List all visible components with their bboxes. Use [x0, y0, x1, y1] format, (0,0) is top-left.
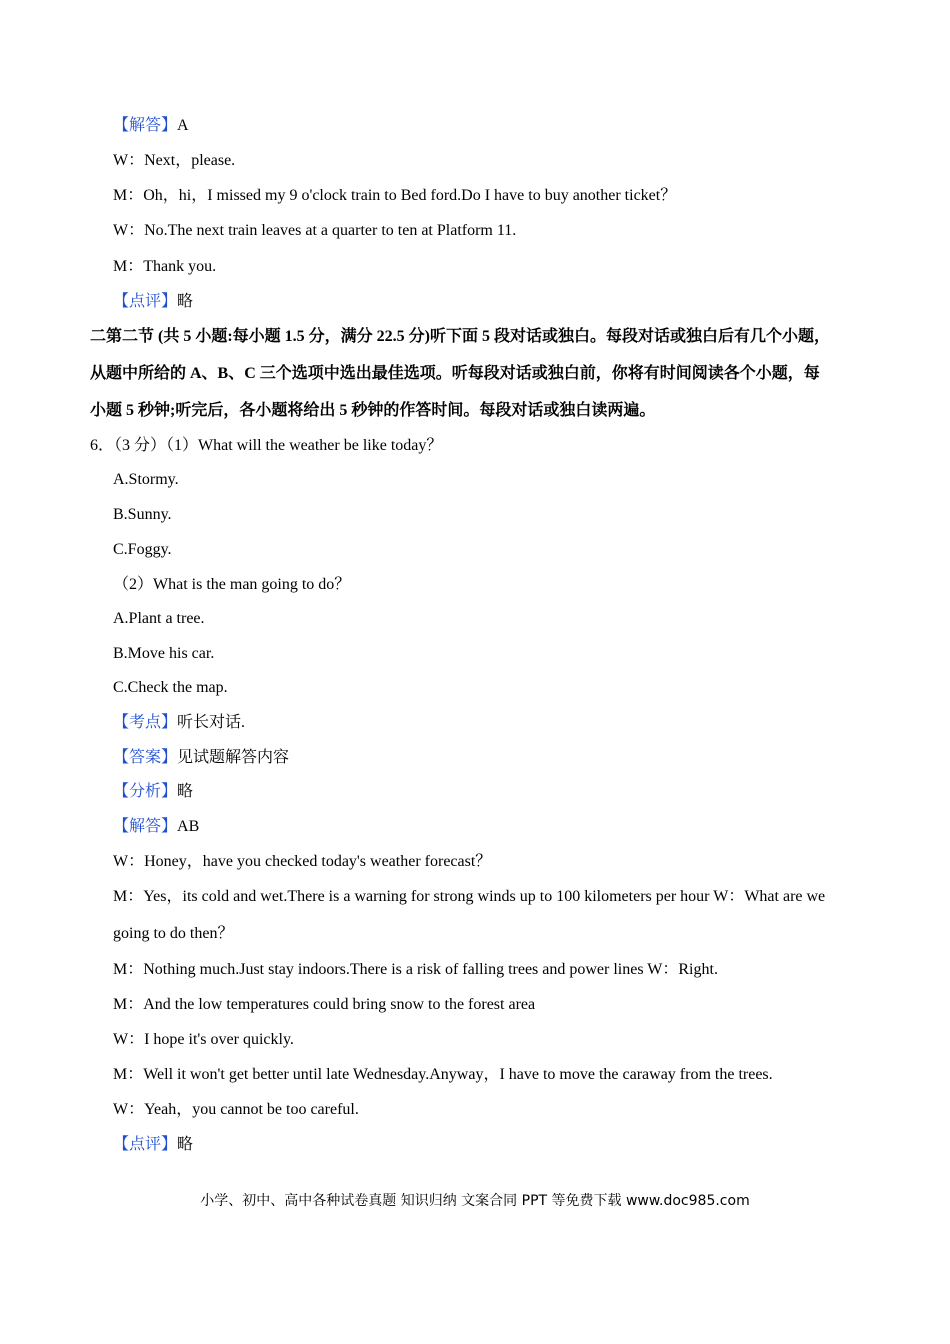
- solution-line: [113, 817, 199, 837]
- knowledge-point-tag: 【考点】: [113, 714, 178, 731]
- section-instructions-line-1: 二第二节 (共 5 小题:每小题 1.5 分，满分 22.5 分)听下面 5 段对话或独白。每段对话或独白后有几个小题，: [90, 328, 830, 345]
- dialogue-line: M：Thank you.: [113, 258, 217, 275]
- knowledge-point-value: 听长对话.: [177, 714, 246, 731]
- question-header: 6．（3 分）（1）What will the weather be like today？: [90, 437, 443, 454]
- dialogue-line: M：Nothing much.Just stay indoors.There is a risk of falling trees and power lines W：Right.: [113, 961, 718, 978]
- dialogue-line: going to do then？: [113, 925, 234, 942]
- option-a: A.Stormy.: [113, 471, 179, 488]
- answer-key-line: [113, 748, 289, 768]
- analysis-value: 略: [177, 783, 194, 800]
- dialogue-line: W：I hope it's over quickly.: [113, 1031, 294, 1048]
- dialogue-line: M：Yes，its cold and wet.There is a warning for strong winds up to 100 kilometers per hour W：What are we: [113, 888, 826, 905]
- answer-label-line: [113, 116, 189, 136]
- option-b: B.Move his car.: [113, 645, 215, 662]
- option-c: C.Check the map.: [113, 679, 228, 696]
- solution-value: AB: [177, 818, 200, 835]
- knowledge-point-line: [113, 713, 245, 733]
- comment-tag: 【点评】: [113, 293, 178, 310]
- option-a: A.Plant a tree.: [113, 610, 205, 627]
- dialogue-line: M：And the low temperatures could bring snow to the forest area: [113, 996, 536, 1013]
- comment-line: [113, 292, 193, 312]
- answer-value: A: [177, 117, 189, 134]
- answer-tag: 【解答】: [113, 117, 178, 134]
- dialogue-line: W：Next，please.: [113, 152, 236, 169]
- analysis-line: [113, 782, 193, 802]
- dialogue-line: M：Oh，hi，I missed my 9 o'clock train to Bed ford.Do I have to buy another ticket？: [113, 187, 677, 204]
- comment-value: 略: [177, 293, 194, 310]
- dialogue-line: W：Honey，have you checked today's weather forecast？: [113, 853, 492, 870]
- question-2: （2）What is the man going to do？: [113, 576, 351, 593]
- answer-key-tag: 【答案】: [113, 749, 178, 766]
- dialogue-line: W：No.The next train leaves at a quarter to ten at Platform 11.: [113, 222, 517, 239]
- section-instructions-line-3: 小题 5 秒钟;听完后，各小题将给出 5 秒钟的作答时间。每段对话或独白读两遍。: [90, 402, 656, 419]
- dialogue-line: M：Well it won't get better until late Wednesday.Anyway，I have to move the caraway from the trees.: [113, 1066, 773, 1083]
- option-c: C.Foggy.: [113, 541, 172, 558]
- final-comment-tag: 【点评】: [113, 1136, 178, 1153]
- option-b: B.Sunny.: [113, 506, 172, 523]
- section-instructions-line-2: 从题中所给的 A、B、C 三个选项中选出最佳选项。听每段对话或独白前，你将有时间阅读各个小题，每: [90, 365, 820, 382]
- answer-key-value: 见试题解答内容: [177, 749, 290, 766]
- solution-tag: 【解答】: [113, 818, 178, 835]
- dialogue-line: W：Yeah，you cannot be too careful.: [113, 1101, 359, 1118]
- final-comment-line: [113, 1135, 193, 1155]
- analysis-tag: 【分析】: [113, 783, 178, 800]
- page-footer: 小学、初中、高中各种试卷真题 知识归纳 文案合同 PPT 等免费下载 www.doc985.com: [200, 1193, 750, 1209]
- final-comment-value: 略: [177, 1136, 194, 1153]
